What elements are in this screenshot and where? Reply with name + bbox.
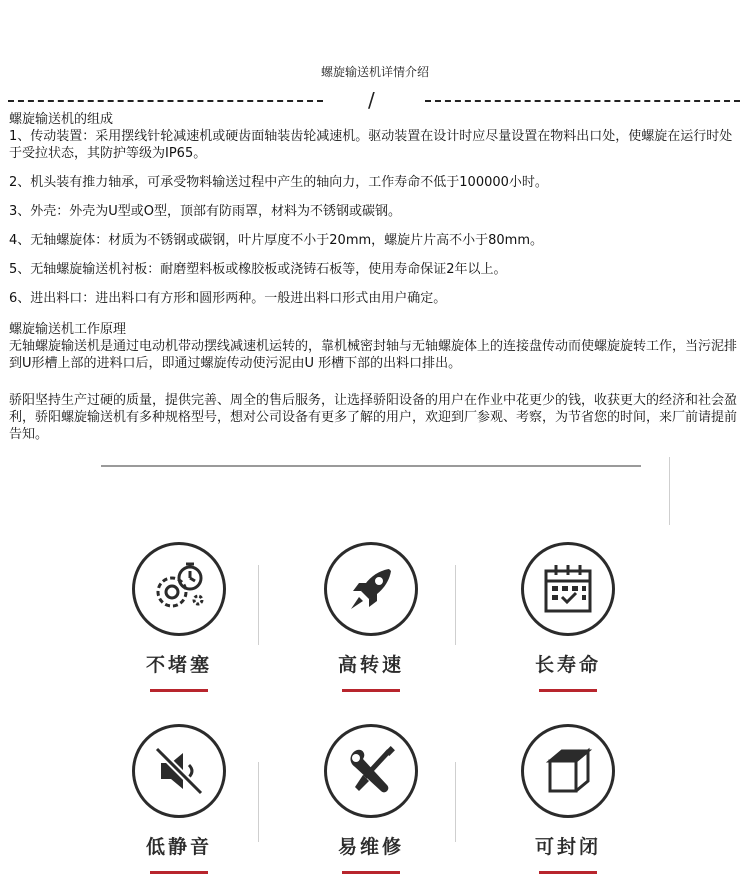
feature-label: 不堵塞	[145, 654, 212, 676]
wrench-screwdriver-icon	[341, 741, 401, 801]
gears-stopwatch-icon	[146, 556, 212, 622]
composition-item-3: 3、外壳：外壳为U型或O型，顶部有防雨罩，材料为不锈钢或碳钢。	[9, 204, 402, 219]
decorative-gray-bar	[101, 465, 641, 467]
composition-item-2: 2、机头装有推力轴承，可承受物料输送过程中产生的轴向力，工作寿命不低于100000小时。	[9, 175, 548, 190]
feature-icon-circle	[521, 542, 615, 636]
feature-underline	[150, 871, 208, 874]
calendar-icon	[538, 559, 598, 619]
feature-icon-circle	[132, 724, 226, 818]
page-title: 螺旋输送机详情介绍	[320, 65, 429, 79]
feature-underline	[342, 871, 400, 874]
dashed-divider-right	[425, 100, 740, 102]
feature-underline	[150, 689, 208, 692]
feature-long-life	[508, 542, 628, 692]
feature-underline	[342, 689, 400, 692]
divider-slash: /	[368, 88, 375, 112]
composition-item-1: 1、传动装置：采用摆线针轮减速机或硬齿面轴装齿轮减速机。驱动装置在设计时应尽量设置在物料出口处，使螺旋在运行时处于受拉状态，其防护等级为IP65。	[9, 129, 733, 161]
feature-label: 低静音	[145, 836, 212, 858]
dashed-divider-left	[8, 100, 323, 102]
feature-low-noise	[119, 724, 239, 874]
feature-label: 高转速	[337, 654, 404, 676]
feature-underline	[539, 871, 597, 874]
feature-separator	[258, 565, 259, 645]
feature-icon-circle	[324, 724, 418, 818]
mute-speaker-icon	[149, 741, 209, 801]
principle-heading: 螺旋输送机工作原理	[9, 322, 127, 337]
feature-icon-circle	[521, 724, 615, 818]
composition-heading: 螺旋输送机的组成	[9, 112, 114, 127]
feature-separator	[258, 762, 259, 842]
feature-icon-circle	[324, 542, 418, 636]
rocket-icon	[341, 559, 401, 619]
decorative-gray-line	[669, 457, 670, 525]
closing-paragraph: 骄阳坚持生产过硬的质量，提供完善、周全的售后服务，让选择骄阳设备的用户在作业中花更少的钱，收获更大的经济和社会盈利，骄阳螺旋输送机有多种规格型号，想对公司设备有更多了解的用户，欢迎到厂参观、考察，为节省您的时间，来厂前请提前告知。	[9, 393, 738, 442]
feature-underline	[539, 689, 597, 692]
feature-sealable	[508, 724, 628, 874]
article-body	[9, 111, 745, 443]
feature-separator	[455, 762, 456, 842]
sealed-box-icon	[538, 741, 598, 801]
composition-item-4: 4、无轴螺旋体：材质为不锈钢或碳钢，叶片厚度不小于20mm，螺旋片片高不小于80mm。	[9, 233, 544, 248]
composition-item-5: 5、无轴螺旋输送机衬板：耐磨塑料板或橡胶板或浇铸石板等，使用寿命保证2年以上。	[9, 262, 507, 277]
feature-label: 可封闭	[534, 836, 601, 858]
feature-separator	[455, 565, 456, 645]
feature-label: 长寿命	[534, 654, 601, 676]
feature-label: 易维修	[337, 836, 404, 858]
feature-no-clog	[119, 542, 239, 692]
composition-item-6: 6、进出料口：进出料口有方形和圆形两种。一般进出料口形式由用户确定。	[9, 291, 447, 306]
feature-easy-repair	[311, 724, 431, 874]
feature-icon-circle	[132, 542, 226, 636]
principle-text: 无轴螺旋输送机是通过电动机带动摆线减速机运转的，靠机械密封轴与无轴螺旋体上的连接盘传动而使螺旋旋转工作，当污泥排到U形槽上部的进料口后，即通过螺旋传动使污泥由U 形槽下部的出料口排出。	[9, 339, 738, 371]
feature-high-speed	[311, 542, 431, 692]
